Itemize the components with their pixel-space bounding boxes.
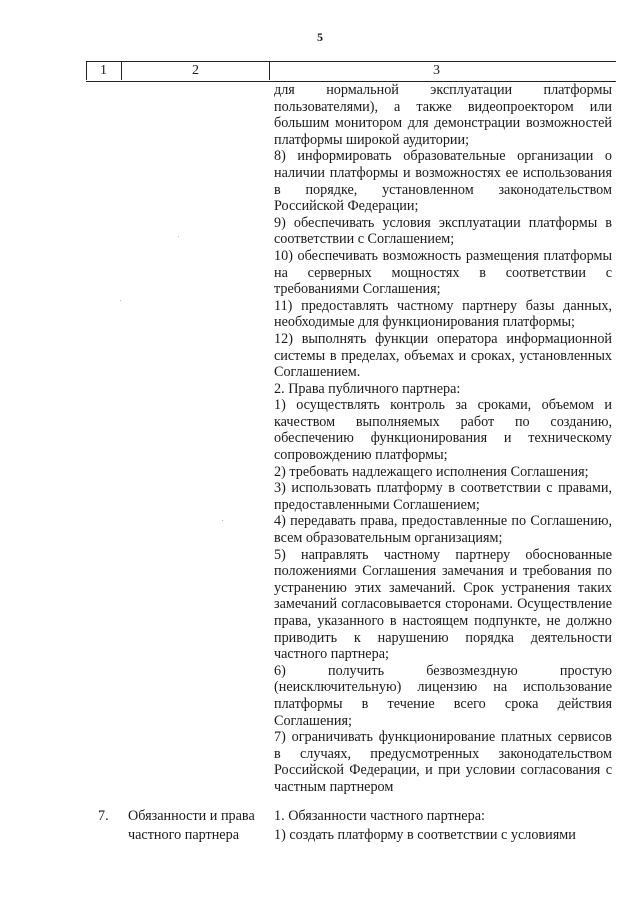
paragraph: 7) ограничивать функционирование платных сервисов в случаях, предусмотренных законодательством Российской Федерации, и при условии согласования с частным партнером: [274, 729, 612, 795]
row-title-line: Обязанности и права: [128, 808, 255, 824]
header-col-1: 1: [100, 63, 107, 78]
paragraph: 3) использовать платформу в соответствии с правами, предоставленными Соглашением;: [274, 480, 612, 513]
row-title: [128, 807, 268, 845]
scan-speck: [178, 236, 179, 237]
header-col-3: 3: [433, 63, 440, 78]
paragraph: 4) передавать права, предоставленные по Соглашению, всем образовательным организациям;: [274, 513, 612, 547]
paragraph: 2) требовать надлежащего исполнения Соглашения;: [274, 463, 589, 480]
paragraph: 9) обеспечивать условия эксплуатации платформы в соответствии с Соглашением;: [274, 214, 612, 248]
paragraph: 1) осуществлять контроль за сроками, объемом и качеством выполняемых работ по созданию, обеспечению функционирования и техническому сопровождению платформы;: [274, 397, 612, 464]
paragraph: 10) обеспечивать возможность размещения платформы на серверных мощностях в соответствии с требованиями Соглашения;: [274, 247, 612, 298]
continued-cell-text: [274, 82, 612, 796]
row-number: 7.: [98, 808, 109, 824]
paragraph: 12) выполнять функции оператора информационной системы в пределах, объемах и сроках, установленных Соглашением.: [274, 330, 612, 381]
scan-speck: [222, 520, 223, 521]
paragraph: для нормальной эксплуатации платформы пользователями), а также видеопроектором или большим монитором для демонстрации возможностей платформы широкой аудитории;: [274, 82, 612, 148]
scan-speck: [120, 300, 121, 301]
header-col-2: 2: [192, 63, 199, 78]
table-header-row: [86, 61, 616, 82]
row-content-line: 1. Обязанности частного партнера:: [274, 808, 485, 824]
paragraph: 8) информировать образовательные организации о наличии платформы и возможностях ее использования в порядке, установленном законодательством Российской Федерации;: [274, 148, 612, 215]
paragraph: 5) направлять частному партнеру обоснованные положениями Соглашения замечания и требования по устранению этих замечаний. Срок устранения таких замечаний согласовывается сторонами. Осуществление права, указанного в настоящем подпункте, не должно приводить к нарушению порядка деятельности частного партнера;: [274, 546, 612, 663]
page-number: 5: [317, 30, 323, 44]
row-title-line: частного партнера: [128, 827, 239, 843]
paragraph: 11) предоставлять частному партнеру базы данных, необходимые для функционирования платформы;: [274, 297, 612, 331]
paragraph: 2. Права публичного партнера:: [274, 380, 461, 397]
paragraph: 6) получить безвозмездную простую (неисключительную) лицензию на использование платформы в течение всего срока действия Соглашения;: [274, 662, 612, 729]
row-content-line: 1) создать платформу в соответствии с условиями: [274, 827, 576, 843]
row-content: [274, 807, 612, 845]
